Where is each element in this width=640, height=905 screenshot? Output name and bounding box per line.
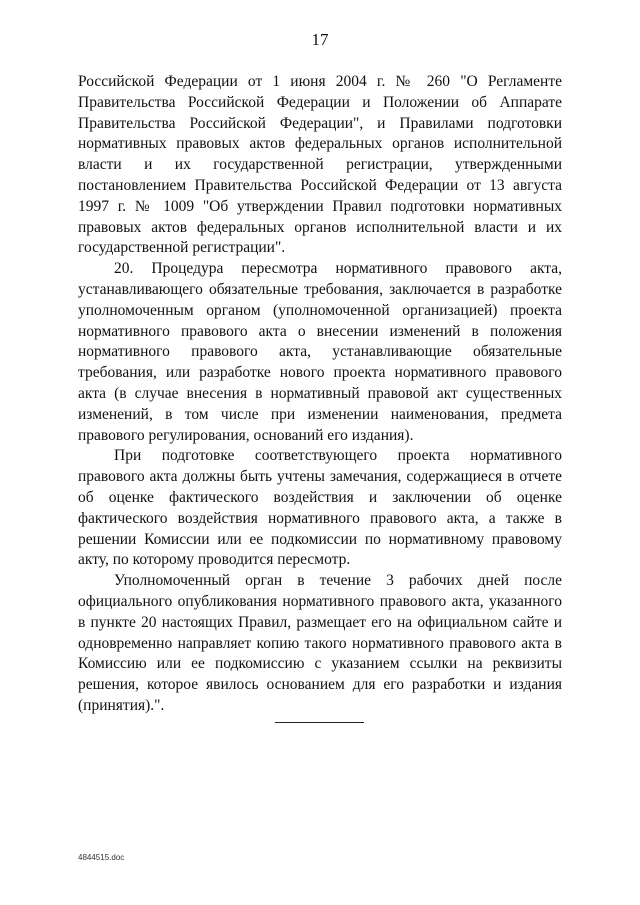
paragraph-publication: Уполномоченный орган в течение 3 рабочих дней после официального опубликования нормативного правового акта, указанного в пункте 20 настоящих Правил, размещает его на официальном сайте и одновременно направляет копию такого нормативного правового акта в Комиссию или ее подкомиссию с указанием ссылки на реквизиты решения, которое явилось основанием для его разработки и издания (принятия).".	[78, 572, 562, 714]
paragraph-preparation: При подготовке соответствующего проекта нормативного правового акта должны быть учтены замечания, содержащиеся в отчете об оценке фактического воздействия и заключении об оценке фактического воздействия нормативного правового акта, а также в решении Комиссии или ее подкомиссии по нормативному правовому акту, по которому проводится пересмотр.	[78, 447, 562, 569]
paragraph-item-20: 20. Процедура пересмотра нормативного правового акта, устанавливающего обязательные требования, заключается в разработке уполномоченным органом (уполномоченной организацией) проекта нормативного правового акта о внесении изменений в положения нормативного правового акта, устанавливающие обязательные требования, или разработке нового проекта нормативного правового акта (в случае внесения в нормативный правовой акт существенных изменений, в том числе при изменении наименования, предмета правового регулирования, оснований его издания).	[78, 260, 562, 444]
document-file-id: 4844515.doc	[78, 853, 125, 862]
document-body	[78, 72, 562, 717]
end-separator-line	[275, 722, 364, 723]
paragraph-continuation: Российской Федерации от 1 июня 2004 г. № 260 "О Регламенте Правительства Российской Федерации и Положении об Аппарате Правительства Российской Федерации", и Правилами подготовки нормативных правовых актов федеральных органов исполнительной власти и их государственной регистрации, утвержденными постановлением Правительства Российской Федерации от 13 августа 1997 г. № 1009 "Об утверждении Правил подготовки нормативных правовых актов федеральных органов исполнительной власти и их государственной регистрации".	[78, 73, 562, 257]
page-number: 17	[311, 30, 329, 49]
